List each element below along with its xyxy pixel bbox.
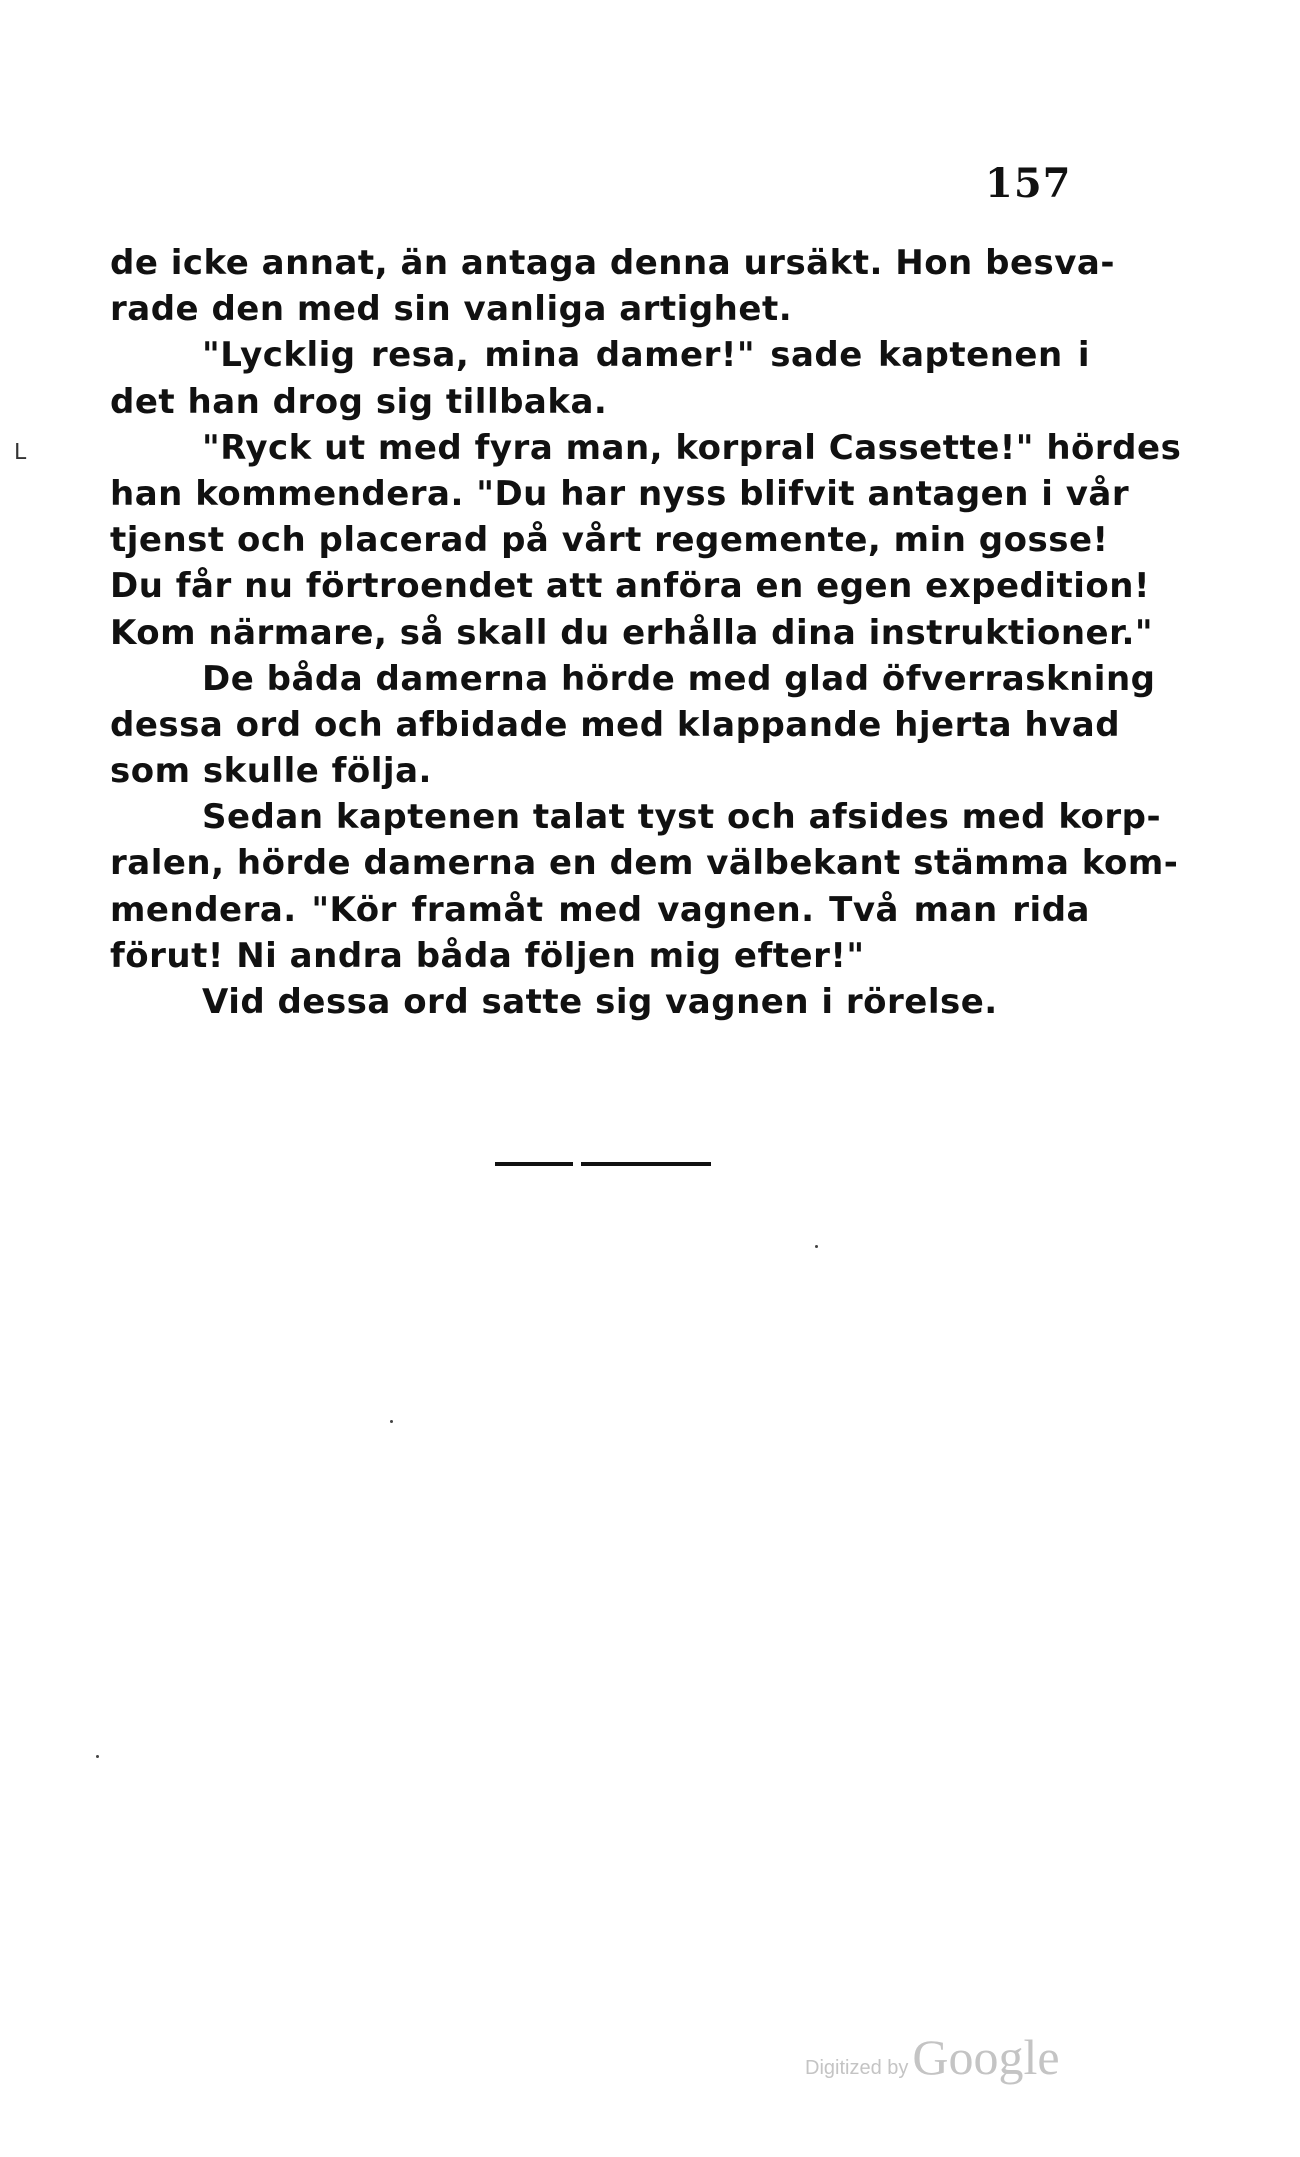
scan-speck (96, 1755, 99, 1758)
body-text (110, 240, 1182, 1025)
text-line: rade den med sin vanliga artighet. (110, 289, 793, 330)
text-line: Du får nu förtroendet att anföra en egen expedition! (110, 566, 1150, 607)
margin-mark: ᒪ (14, 440, 27, 465)
text-line: Sedan kaptenen talat tyst och afsides med korp- (202, 797, 1162, 838)
text-line: de icke annat, än antaga denna ursäkt. Hon besva- (110, 243, 1115, 283)
text-line: ralen, hörde damerna en dem välbekant stämma kom- (110, 843, 1179, 884)
text-line: Vid dessa ord satte sig vagnen i rörelse. (202, 982, 998, 1022)
text-line: förut! Ni andra båda följen mig efter!" (110, 935, 865, 976)
scan-speck (815, 1245, 818, 1248)
google-logo: Google (912, 2029, 1060, 2085)
watermark-prefix: Digitized by (805, 2057, 909, 2079)
text-line: "Ryck ut med fyra man, korpral Cassette!" hördes (202, 427, 1182, 468)
text-line: mendera. "Kör framåt med vagnen. Två man rida (110, 889, 1090, 930)
text-line: som skulle följa. (110, 751, 432, 792)
text-line: det han drog sig tillbaka. (110, 381, 608, 422)
text-line: Kom närmare, så skall du erhålla dina instruktioner." (110, 612, 1154, 653)
divider-segment (581, 1162, 711, 1166)
text-line: dessa ord och afbidade med klappande hjerta hvad (110, 704, 1121, 745)
digitized-watermark (805, 2028, 1060, 2086)
section-divider (495, 1162, 711, 1166)
page-number: 157 (985, 160, 1072, 207)
text-line: tjenst och placerad på vårt regemente, min gosse! (110, 520, 1109, 561)
text-line: De båda damerna hörde med glad öfverraskning (202, 658, 1156, 699)
text-line: "Lycklig resa, mina damer!" sade kaptenen i (202, 335, 1090, 376)
scan-speck (390, 1420, 393, 1423)
divider-segment (495, 1162, 573, 1166)
text-line: han kommendera. "Du har nyss blifvit antagen i vår (110, 473, 1130, 514)
